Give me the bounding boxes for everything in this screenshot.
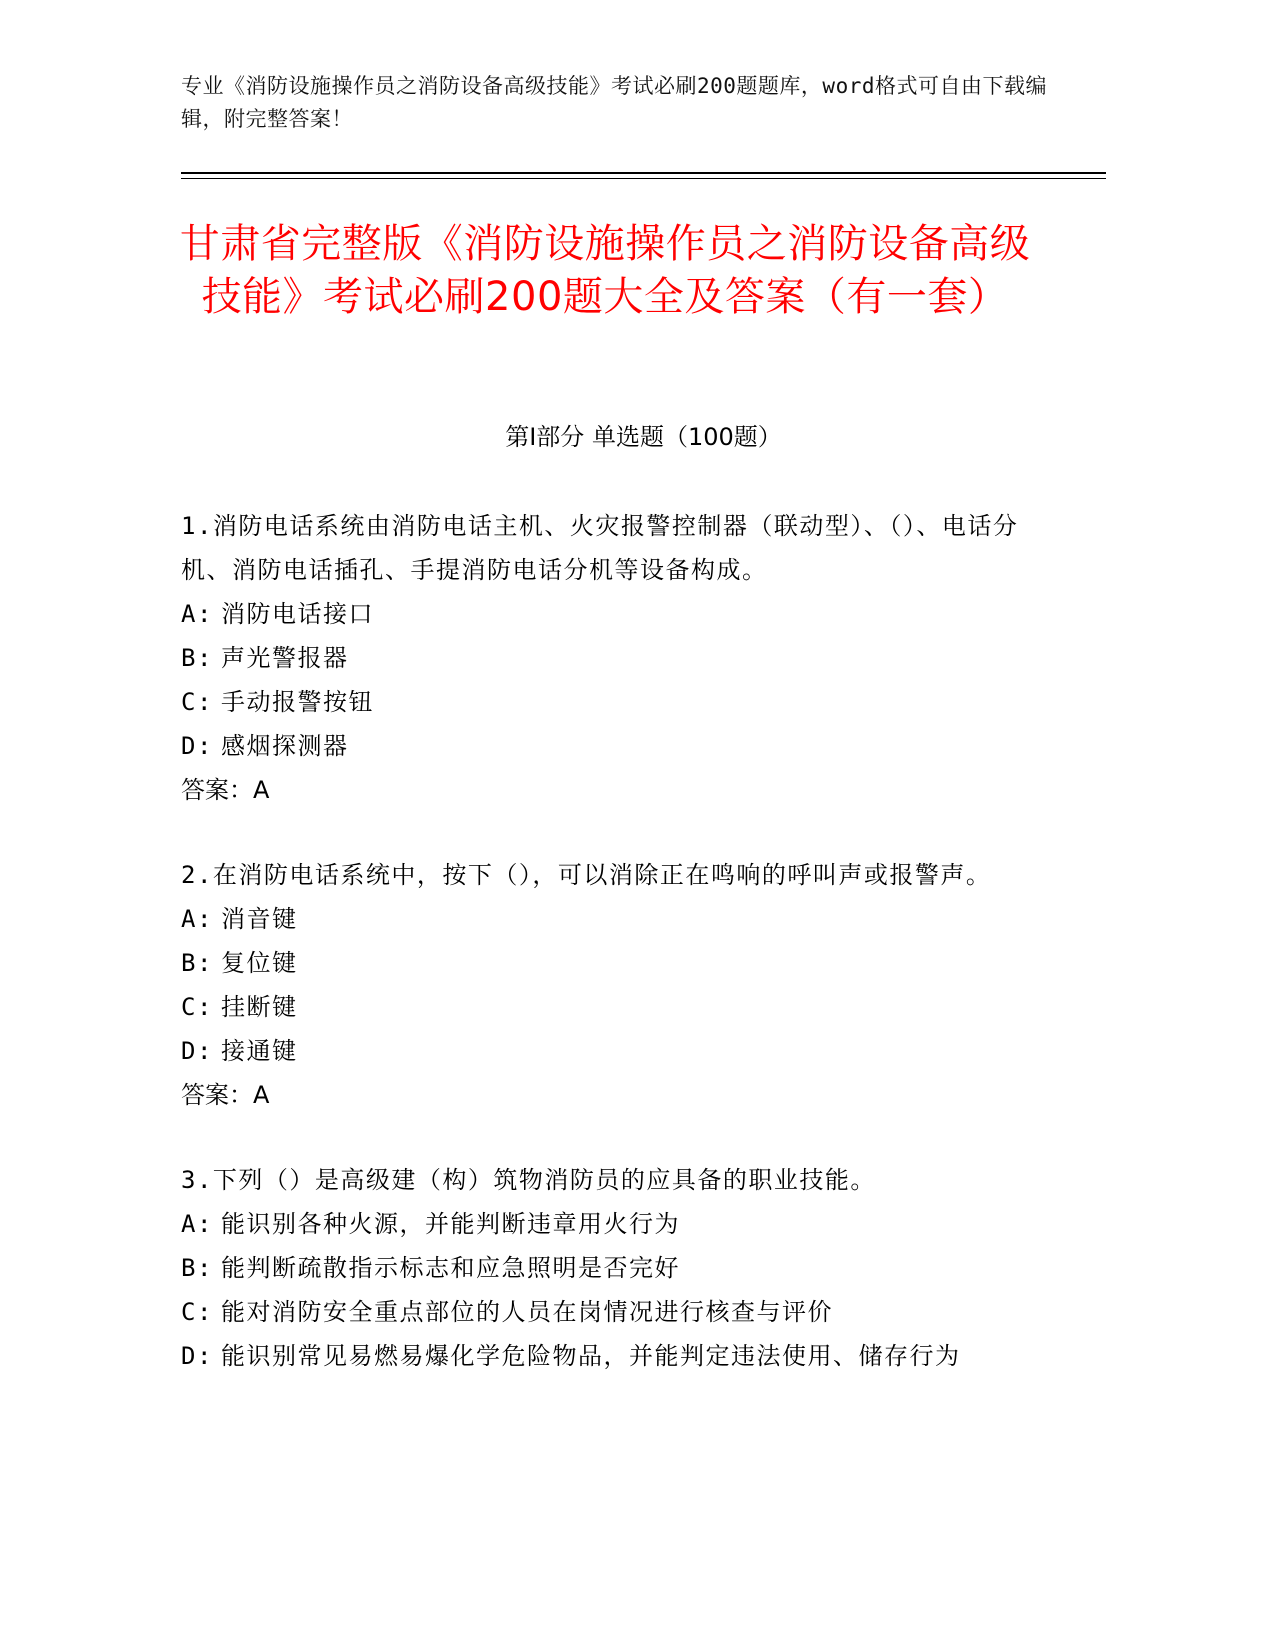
option-key: D: [181,1342,213,1370]
document-title: 甘肃省完整版《消防设施操作员之消防设备高级技能》考试必刷200题大全及答案（有一套） [179,221,1031,320]
option-key: A: [181,600,213,628]
header-divider-thin [181,178,1106,179]
option-key: A: [181,905,213,933]
answer-line: 答案：A [181,776,270,804]
header-divider-thick [181,172,1106,174]
option-key: A: [181,1210,213,1238]
option-key: D: [181,1037,213,1065]
option-text: 能识别各种火源，并能判断违章用火行为 [221,1210,680,1238]
option-text: 能判断疏散指示标志和应急照明是否完好 [221,1254,680,1282]
option-text: 声光警报器 [221,644,349,672]
option-key: C: [181,1298,213,1326]
option-text: 感烟探测器 [221,732,349,760]
option-text: 消防电话接口 [221,600,374,628]
option-c [181,1290,1061,1334]
option-key: B: [181,644,213,672]
option-d [181,1029,1061,1073]
option-text: 能识别常见易燃易爆化学危险物品，并能判定违法使用、储存行为 [221,1342,961,1370]
question-item [181,853,1061,1117]
option-key: B: [181,1254,213,1282]
option-key: C: [181,688,213,716]
option-key: C: [181,993,213,1021]
option-a [181,897,1061,941]
option-text: 消音键 [221,905,298,933]
option-c [181,680,1061,724]
option-text: 接通键 [221,1037,298,1065]
option-d [181,1334,1061,1378]
option-key: D: [181,732,213,760]
question-item [181,504,1061,812]
option-a [181,592,1061,636]
question-item [181,1158,1061,1378]
option-b [181,1246,1061,1290]
header-note: 专业《消防设施操作员之消防设备高级技能》考试必刷200题题库，word格式可自由下载编辑，附完整答案！ [181,74,1047,131]
question-stem: 2.在消防电话系统中，按下（），可以消除正在鸣响的呼叫声或报警声。 [181,861,992,889]
option-text: 手动报警按钮 [221,688,374,716]
option-text: 挂断键 [221,993,298,1021]
question-stem: 3.下列（）是高级建（构）筑物消防员的应具备的职业技能。 [181,1166,876,1194]
option-d [181,724,1061,768]
option-text: 复位键 [221,949,298,977]
option-key: B: [181,949,213,977]
option-c [181,985,1061,1029]
option-b [181,941,1061,985]
answer-line: 答案：A [181,1081,270,1109]
question-stem: 1.消防电话系统由消防电话主机、火灾报警控制器（联动型）、（）、电话分机、消防电话插孔、手提消防电话分机等设备构成。 [181,512,1019,584]
question-list [181,504,1061,1419]
option-b [181,636,1061,680]
section-heading: 第I部分 单选题（100题） [505,423,782,451]
option-text: 能对消防安全重点部位的人员在岗情况进行核查与评价 [221,1298,833,1326]
option-a [181,1202,1061,1246]
